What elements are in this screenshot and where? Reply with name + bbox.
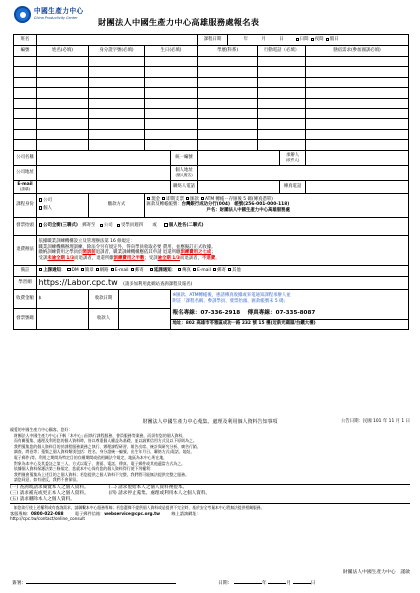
company-address-row <box>14 165 409 180</box>
receipt-number-label: 發票號碼 <box>14 308 37 329</box>
refund-row <box>14 235 409 265</box>
email-label: E-mail (請填) <box>14 180 37 193</box>
class-name-field[interactable] <box>37 35 198 46</box>
table-row[interactable] <box>14 119 409 129</box>
col-mobile: 行動電話（必填） <box>258 46 306 57</box>
signature-line: 財團法人中國生產力中心 謹啟 簽署： 日期： 年 月 日 <box>12 570 410 586</box>
col-name: 姓名(必填) <box>37 46 89 57</box>
evening-label: 夜間 <box>314 37 324 43</box>
sign-year-field[interactable] <box>234 583 262 584</box>
website-cell <box>37 276 409 289</box>
other-checkbox[interactable] <box>228 268 231 271</box>
company-address-label: 公司地址 <box>14 165 37 180</box>
contact-tel-field[interactable] <box>198 180 280 193</box>
holiday-checkbox[interactable] <box>326 38 329 41</box>
invoice-label: 發票抬頭 <box>14 217 37 235</box>
personal-address-label: 個人地址 (個人報名) <box>171 165 198 180</box>
rights-list: (一) 查詢或請求閱覽本人之個人資料。 (二) 請求製給本人之個人資料複製本。 (三) 請求補充或更正本人之個人資料。 (四) 請求停止蒐集、處理或利用本人之個人資料。 (五) 請求刪除本人之個人資料。 <box>10 484 410 504</box>
year-label: 年 <box>243 37 248 43</box>
company-address-field[interactable] <box>37 165 171 180</box>
table-row[interactable] <box>14 57 409 67</box>
table-row[interactable] <box>14 77 409 87</box>
sign-day-field[interactable] <box>293 583 311 584</box>
col-lodging: 膳宿需求(參加國訓必填) <box>306 46 409 57</box>
refund-label: 退費辦法 <box>14 235 37 265</box>
class-notice-checkbox[interactable] <box>39 268 42 271</box>
payment-date-label: 收款日期 <box>89 289 119 308</box>
personal-checkbox[interactable] <box>39 206 43 210</box>
tax-id-label: 統一編號 <box>171 150 198 165</box>
day-label: 日 <box>279 37 284 43</box>
cash-checkbox[interactable] <box>147 197 150 200</box>
table-row[interactable] <box>14 98 409 108</box>
consult-link[interactable]: http://cpc.tw/contact/online_consult <box>10 516 86 521</box>
website-label: 學習網 <box>14 276 37 289</box>
sign-month-field[interactable] <box>268 583 286 584</box>
form-title: 財團法人中國生產力中心高雄服務處報名表 <box>98 17 260 27</box>
postal-checkbox[interactable] <box>186 197 189 200</box>
contact-person-label: 承辦人 (收件人) <box>280 150 306 165</box>
company-name-label: 公司名稱 <box>14 150 37 165</box>
logo-chinese-name: 中國生產力中心 <box>34 7 84 15</box>
receipt-number-field[interactable] <box>37 308 89 329</box>
company-name-field[interactable] <box>37 150 171 165</box>
col-birthday: 生日(必填) <box>145 46 198 57</box>
holiday-label: 假日 <box>329 37 339 43</box>
email-delay-checkbox[interactable] <box>193 268 196 271</box>
payment-method-options: 現金 即期支票 匯款 ATM 轉帳－存匯後 5 碼(傳真憑單) 匯款及轉帳帳號：台灣銀行成功分行(004) 帳號(256-001-000-118) 戶名：財團法人中國生產力中心高雄服務處 <box>145 193 409 217</box>
website-note: (請多加利用此網站查詢課程及報名) <box>123 281 193 287</box>
info-checkbox[interactable] <box>81 268 84 271</box>
email-notice-checkbox[interactable] <box>111 268 114 271</box>
col-id-number: 身分證字號(必填) <box>89 46 145 57</box>
triplicate-invoice-checkbox[interactable] <box>39 223 43 227</box>
email-row <box>14 180 409 193</box>
course-date-field[interactable] <box>228 35 409 46</box>
table-row[interactable] <box>14 67 409 77</box>
notice-date: 公告日期：民國 101 年 11 月 1 日 <box>340 419 410 424</box>
company-checkbox[interactable] <box>39 198 43 202</box>
company-name-row <box>14 150 409 165</box>
table-row[interactable] <box>14 88 409 98</box>
signature-field[interactable] <box>26 583 176 584</box>
col-education: 學歷(科系) <box>198 46 258 57</box>
training-type-options: 公司 個人 <box>37 193 89 217</box>
personal-address-field[interactable] <box>198 165 409 180</box>
training-type-label: 課程身份 <box>14 193 37 217</box>
email-field[interactable] <box>37 180 171 193</box>
invoice-row <box>14 217 409 235</box>
registration-phone: 07-336-2918 <box>200 309 241 316</box>
organization-sign: 財團法人中國生產力中心 謹啟 <box>342 570 410 575</box>
class-name-label: 班名 <box>14 35 37 46</box>
remark-label: 備註 <box>14 265 37 276</box>
logo-english-name: China Productivity Center <box>34 16 78 20</box>
payment-date-field[interactable] <box>119 289 171 308</box>
payment-method-label: 繳款方式 <box>89 193 145 217</box>
table-row[interactable] <box>14 108 409 118</box>
table-row[interactable] <box>14 140 409 150</box>
cashier-field[interactable] <box>119 308 171 329</box>
cpc-logo-icon <box>14 6 31 23</box>
refund-policy: 依據職業訓練機構設立及管理辦法第 16 條規定： 職業訓練機構辦理訓練，除法令另有規定外，得向學員收取必要 費用，並應擬訂正式收據。 繳納訓練費用之學員於開訓前退訓者，職業訓練機構應依其申請 退還所繳訓練費用之七成； 受訓未逾全期 1/3而退訓者，退還所繳訓練費用之半數；受訓逾全期 1/3而退訓者，不退費。 <box>37 235 409 265</box>
tax-id-field[interactable] <box>198 150 280 165</box>
duplicate-invoice-checkbox[interactable] <box>164 223 168 227</box>
day-time-label: 日間 <box>299 37 309 43</box>
privacy-notice: 財團法人中國生產力中心蒐集、處理及利用個人資料告知事項 公告日期：民國 101 年 11 月 1 日 親愛的中國生產力中心顧客，您好： 財團法人中國生產力中心(下稱「本中心」)因執行課程服務、會員服務等業務，而須有您的個人資料， 而有關蒐集、處理及利用您的個人資料時，皆以尊重個人權益為基礎，並以誠實信用方式及以下原則為之。 我們蒐集您的個人資料目的於課程服務業務之執行、辦理課程研習、報告出席、統計與研究分析、廣告行銷、 調查、問卷等；蒐集之個人資料類別包括：姓名、身分證統一編號、出生年月日、聯絡方式(電話、地址、 電子郵件)等。利用之期間為特定目的存續期間或依相關法令規定，地區為本中心所在地， 對象為本中心及其委託之第三人，方式以電子、書面、電話、傳真、電子郵件或其他適當方式為之。 依據個人資料保護法第三條規定，您就本中心保有您的個人資料得行使下列權利： 我們僅會蒐集為上述目的之個人資料；若您提供之個人資料不完整，我們將可能無法提供完整之服務。 請您同意，如有違反，我們不會保留。 (一) 查詢或請求閱覽本人之個人資料。 (二) 請求製給本人之個人資料複製本。 (三) 請求補充或更正本人之個人資料。 (四) 請求停止蒐集、處理或利用本人之個人資料。 (五) 請求刪除本人之個人資料。 如您欲行使上述權利或有查詢需求，請聯繫本中心服務專線；若您選擇不提供個人資料或是提供不完全時，基於安全考量本中心將無法提供相關服務。 客服專線：0800-022-088 電子郵件信箱：webservice@cpc.org.tw 線上諮詢網址： http://cpc.tw/contact/online_consult <box>10 419 410 521</box>
day-time-checkbox[interactable] <box>296 38 299 41</box>
post-delay-checkbox[interactable] <box>213 268 216 271</box>
fax-label: 傳真電話 <box>280 180 306 193</box>
contact-lines: 報名專線：07-336-2918 傳真專線：07-335-8087 <box>171 308 409 319</box>
payment-row <box>14 193 409 217</box>
course-date-label: 課程日期 <box>198 35 228 46</box>
cpc-logo <box>14 6 84 26</box>
month-label: 月 <box>261 37 266 43</box>
registration-table <box>13 34 409 330</box>
remark-options: 上課通知： DM 簡章 網路 E-mail 郵寄 延課通知： 傳真 E-mail 郵寄 其他 <box>37 265 409 276</box>
invoice-options: 公司全銜(三聯式) 郵寄至 公司 受學員週四 或 個人姓名(二聯式) <box>37 217 409 235</box>
remark-row <box>14 265 409 276</box>
atm-note: ※匯款、ATM轉帳後，惠請傳真收據或來電通知課程承辦人並 附註「課程名稱、參訓學員、發票抬頭、匯款帳號末 5 碼」 <box>171 289 409 308</box>
delay-notice-checkbox[interactable] <box>150 268 153 271</box>
website-row <box>14 276 409 289</box>
invoice-to-company-checkbox[interactable] <box>100 224 103 227</box>
online-checkbox[interactable] <box>96 268 99 271</box>
website-link[interactable]: https://Labor.cpc.tw <box>38 277 118 287</box>
invoice-to-attendee-checkbox[interactable] <box>117 224 120 227</box>
contact-row <box>14 308 409 319</box>
cashier-label: 收款人 <box>89 308 119 329</box>
fee-row <box>14 289 409 308</box>
notice-title: 財團法人中國生產力中心蒐集、處理及利用個人資料告知事項 <box>142 419 278 425</box>
service-email[interactable]: webservice@cpc.org.tw <box>104 510 160 516</box>
fax-notice-checkbox[interactable] <box>178 268 181 271</box>
check-checkbox[interactable] <box>162 197 165 200</box>
fee-amount-field[interactable]: $ <box>37 289 89 308</box>
contact-tel-label: 聯絡人電話 <box>171 180 198 193</box>
evening-checkbox[interactable] <box>311 38 314 41</box>
contact-person-field[interactable] <box>306 150 409 165</box>
fax-field[interactable] <box>306 180 409 193</box>
class-row <box>14 35 409 46</box>
table-row[interactable] <box>14 129 409 139</box>
col-number: 編號 <box>14 46 37 57</box>
fee-amount-label: 收費金額 <box>14 289 37 308</box>
contact-info: 客服專線：0800-022-088 電子郵件信箱：webservice@cpc.org.tw 線上諮詢網址： <box>10 510 201 516</box>
post-notice-checkbox[interactable] <box>131 268 134 271</box>
attendee-header-row <box>14 46 409 57</box>
registration-fax: 07-335-8087 <box>275 309 316 316</box>
office-address: 地址：802 高雄市苓雅區成功一路 232 號 15 樓(近新光碼頭/台鐵大樓) <box>171 319 409 329</box>
atm-checkbox[interactable] <box>201 197 204 200</box>
